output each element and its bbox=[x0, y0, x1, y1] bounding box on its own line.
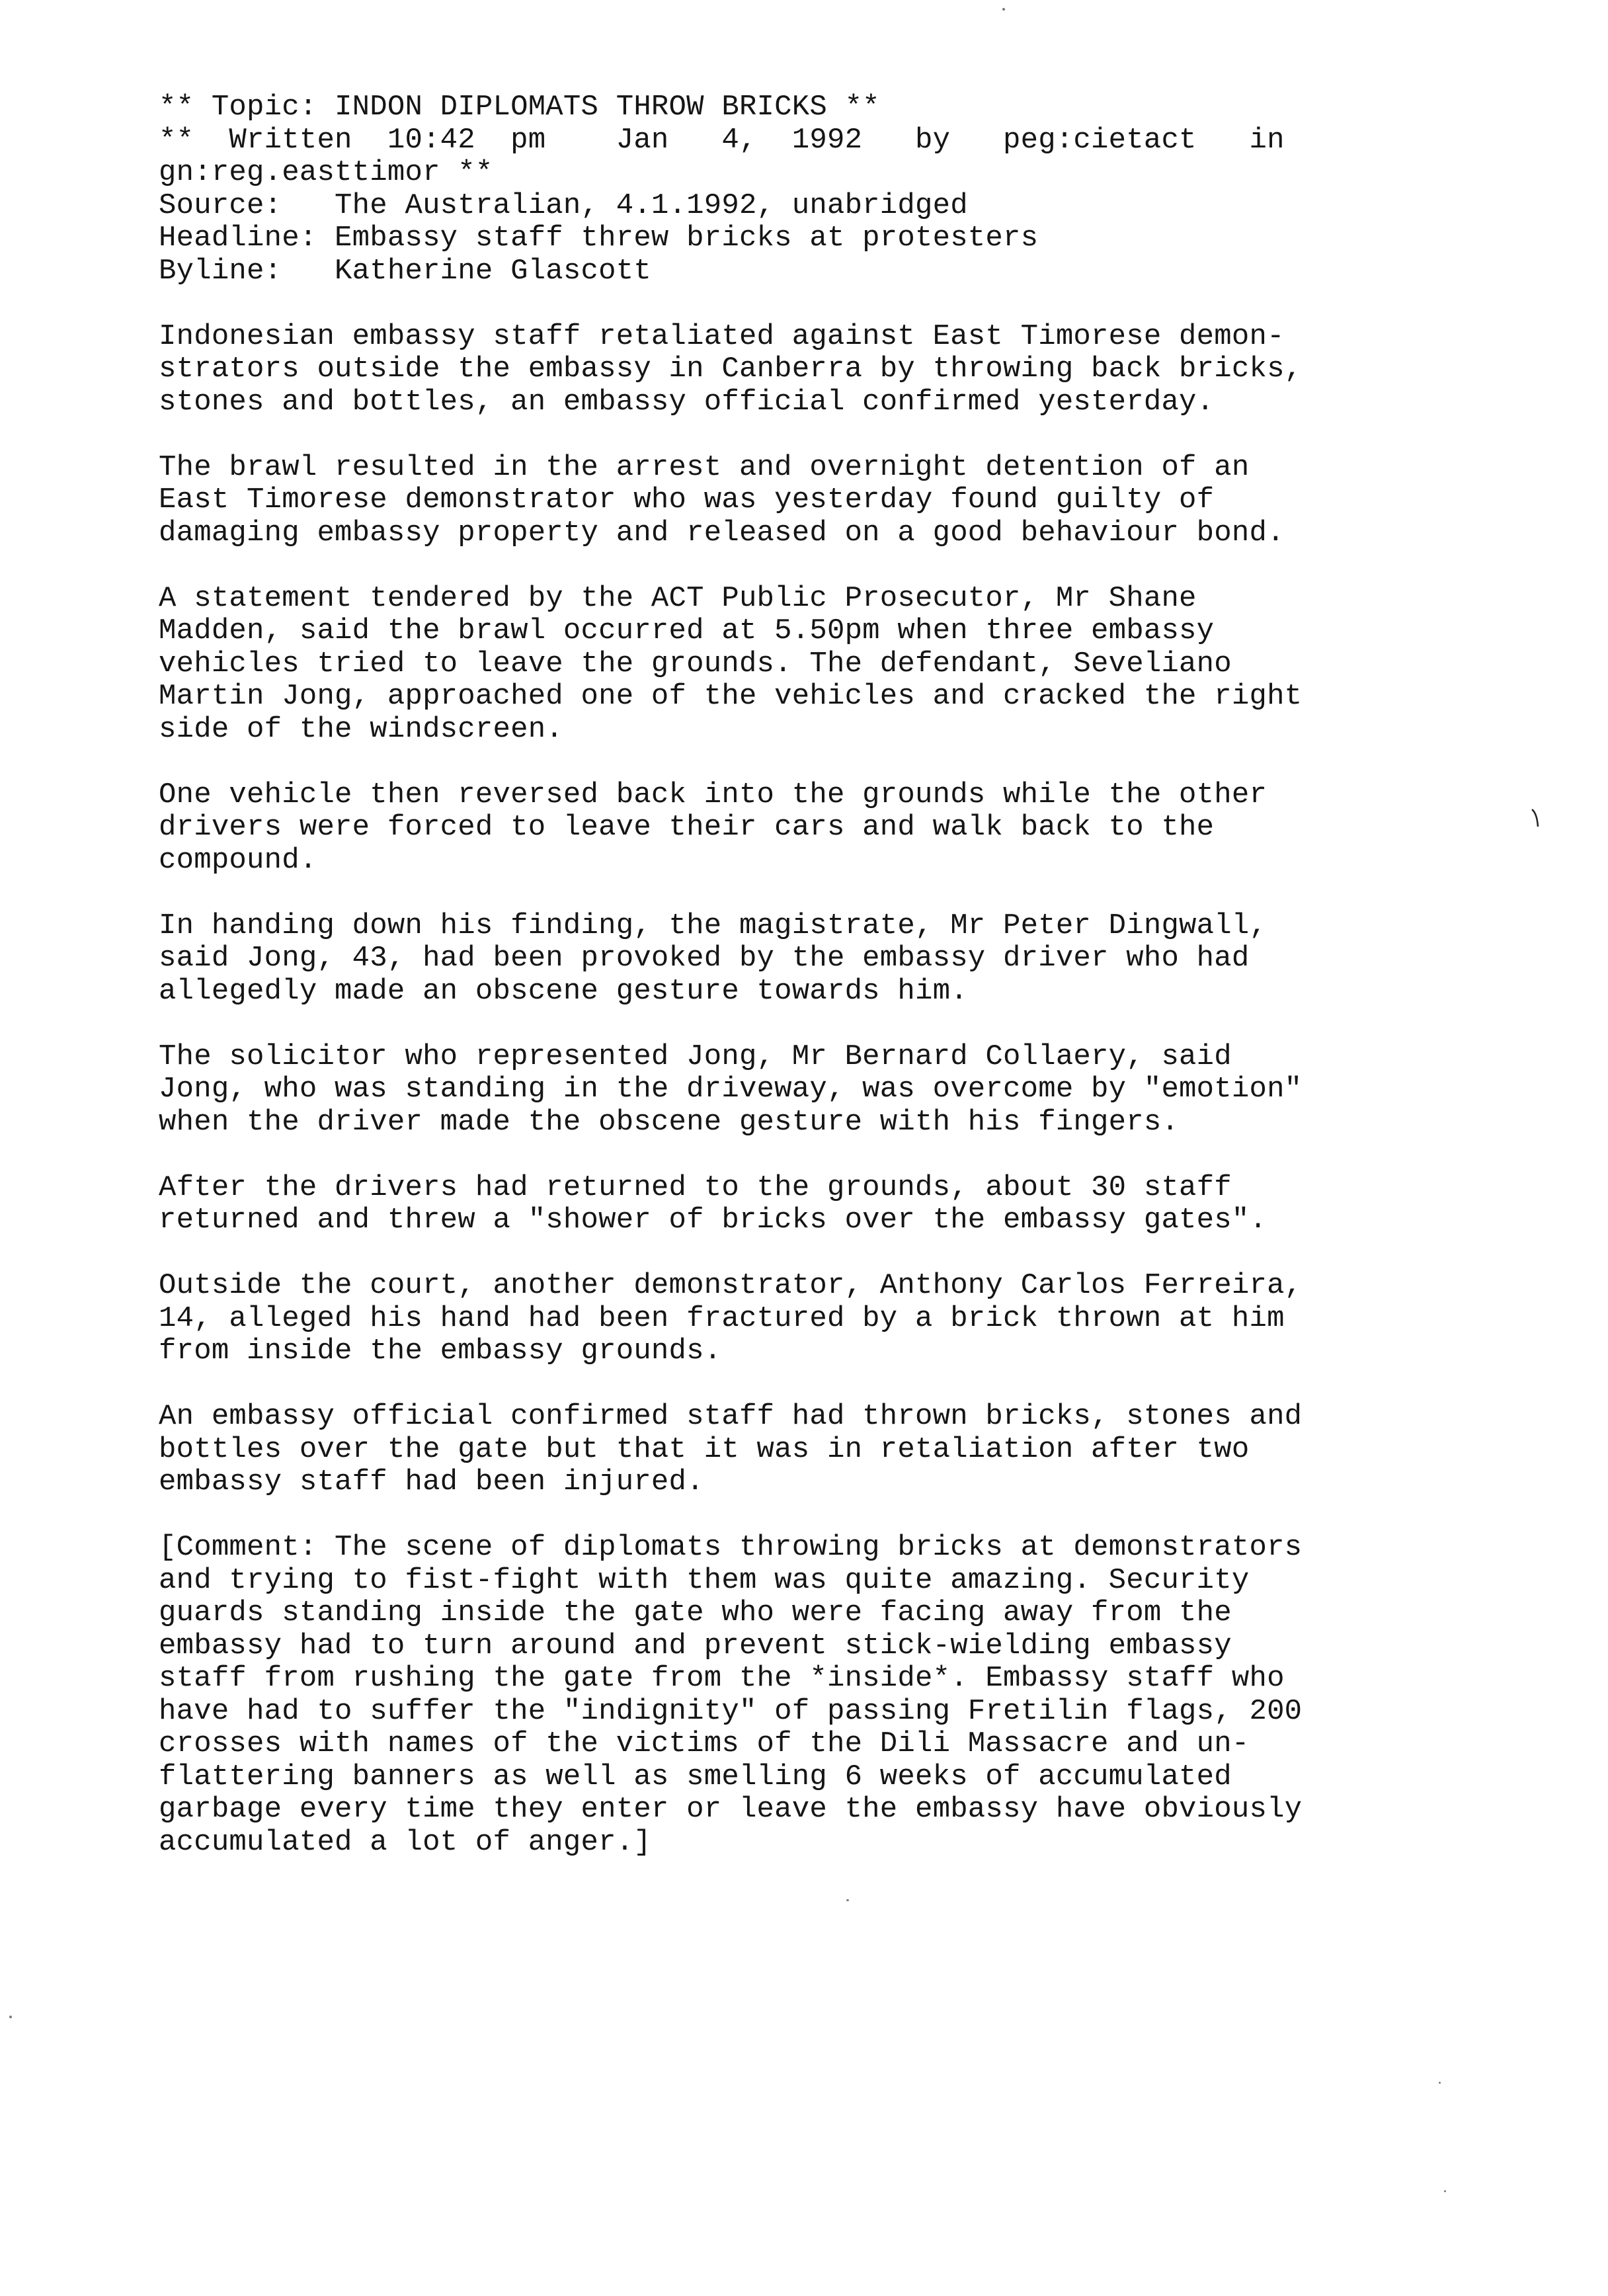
paragraph-line: said Jong, 43, had been provoked by the embassy driver who had bbox=[159, 942, 1250, 975]
paragraph-line: guards standing inside the gate who were facing away from the bbox=[159, 1596, 1232, 1629]
topic-line: ** Topic: INDON DIPLOMATS THROW BRICKS ** bbox=[159, 91, 880, 124]
scan-speck bbox=[1444, 2190, 1446, 2192]
paragraph-1 bbox=[159, 321, 1481, 419]
paragraph-line: bottles over the gate but that it was in retaliation after two bbox=[159, 1432, 1250, 1466]
paragraph-line: accumulated a lot of anger.] bbox=[159, 1825, 651, 1859]
paragraph-line: After the drivers had returned to the grounds, about 30 staff bbox=[159, 1170, 1232, 1204]
paragraph-line: The brawl resulted in the arrest and overnight detention of an bbox=[159, 450, 1250, 484]
scan-speck bbox=[9, 2016, 12, 2018]
paragraph-line: Madden, said the brawl occurred at 5.50pm when three embassy bbox=[159, 614, 1215, 647]
paragraph-line: garbage every time they enter or leave the embassy have obviously bbox=[159, 1793, 1303, 1826]
paragraph-line: In handing down his finding, the magistrate, Mr Peter Dingwall, bbox=[159, 909, 1267, 942]
byline-line: Byline: Katherine Glascott bbox=[159, 254, 651, 288]
paragraph-line: side of the windscreen. bbox=[159, 712, 563, 746]
paragraph-line: allegedly made an obscene gesture towards him. bbox=[159, 974, 968, 1008]
paragraph-line: A statement tendered by the ACT Public Prosecutor, Mr Shane bbox=[159, 581, 1197, 615]
paragraph-line: [Comment: The scene of diplomats throwing bricks at demonstrators bbox=[159, 1531, 1303, 1564]
paragraph-line: compound. bbox=[159, 843, 317, 877]
paragraph-line: stones and bottles, an embassy official confirmed yesterday. bbox=[159, 385, 1215, 419]
paragraph-3 bbox=[159, 583, 1481, 747]
paragraph-line: One vehicle then reversed back into the grounds while the other bbox=[159, 778, 1267, 811]
paragraph-8 bbox=[159, 1270, 1481, 1368]
scan-speck bbox=[1439, 2082, 1441, 2084]
paragraph-line: have had to suffer the "indignity" of passing Fretilin flags, 200 bbox=[159, 1694, 1303, 1728]
source-line: Source: The Australian, 4.1.1992, unabridged bbox=[159, 188, 968, 222]
paragraph-line: and trying to fist-fight with them was quite amazing. Security bbox=[159, 1563, 1250, 1597]
paragraph-line: strators outside the embassy in Canberra by throwing back bricks, bbox=[159, 352, 1303, 386]
scan-speck bbox=[1002, 8, 1005, 11]
paragraph-line: embassy staff had been injured. bbox=[159, 1465, 704, 1498]
paragraph-line: crosses with names of the victims of the Dili Massacre and un- bbox=[159, 1727, 1250, 1760]
paragraph-line: from inside the embassy grounds. bbox=[159, 1334, 722, 1368]
document-body bbox=[159, 91, 1481, 1859]
paragraph-2 bbox=[159, 452, 1481, 550]
paragraph-line: The solicitor who represented Jong, Mr Bernard Collaery, said bbox=[159, 1040, 1232, 1073]
paragraph-5 bbox=[159, 910, 1481, 1008]
paragraph-line: damaging embassy property and released on a good behaviour bond. bbox=[159, 516, 1285, 550]
scan-mark bbox=[1531, 808, 1539, 828]
article-header bbox=[159, 91, 1481, 288]
paragraph-line: embassy had to turn around and prevent stick-wielding embassy bbox=[159, 1629, 1232, 1662]
paragraph-line: 14, alleged his hand had been fractured by a brick thrown at him bbox=[159, 1301, 1285, 1335]
paragraph-line: An embassy official confirmed staff had thrown bricks, stones and bbox=[159, 1400, 1303, 1433]
paragraph-line: returned and threw a "shower of bricks over the embassy gates". bbox=[159, 1204, 1267, 1237]
paragraph-line: flattering banners as well as smelling 6 weeks of accumulated bbox=[159, 1760, 1232, 1793]
comment-paragraph bbox=[159, 1532, 1481, 1859]
paragraph-9 bbox=[159, 1401, 1481, 1499]
paragraph-4 bbox=[159, 779, 1481, 878]
headline-line: Headline: Embassy staff threw bricks at protesters bbox=[159, 222, 1039, 255]
paragraph-line: East Timorese demonstrator who was yesterday found guilty of bbox=[159, 483, 1215, 516]
paragraph-line: drivers were forced to leave their cars and walk back to the bbox=[159, 811, 1215, 844]
paragraph-line: vehicles tried to leave the grounds. The defendant, Seveliano bbox=[159, 647, 1232, 680]
paragraph-line: Martin Jong, approached one of the vehicles and cracked the right bbox=[159, 680, 1303, 713]
written-line: ** Written 10:42 pm Jan 4, 1992 by peg:cietact in bbox=[159, 123, 1285, 157]
paragraph-line: staff from rushing the gate from the *inside*. Embassy staff who bbox=[159, 1662, 1285, 1695]
paragraph-line: Outside the court, another demonstrator, Anthony Carlos Ferreira, bbox=[159, 1269, 1303, 1302]
paragraph-7 bbox=[159, 1172, 1481, 1237]
paragraph-line: Jong, who was standing in the driveway, was overcome by "emotion" bbox=[159, 1073, 1303, 1106]
scan-speck bbox=[846, 1899, 849, 1901]
paragraph-6 bbox=[159, 1041, 1481, 1139]
paragraph-line: Indonesian embassy staff retaliated against East Timorese demon- bbox=[159, 319, 1285, 353]
paragraph-line: when the driver made the obscene gesture with his fingers. bbox=[159, 1105, 1180, 1139]
newsgroup-line: gn:reg.easttimor ** bbox=[159, 156, 493, 189]
